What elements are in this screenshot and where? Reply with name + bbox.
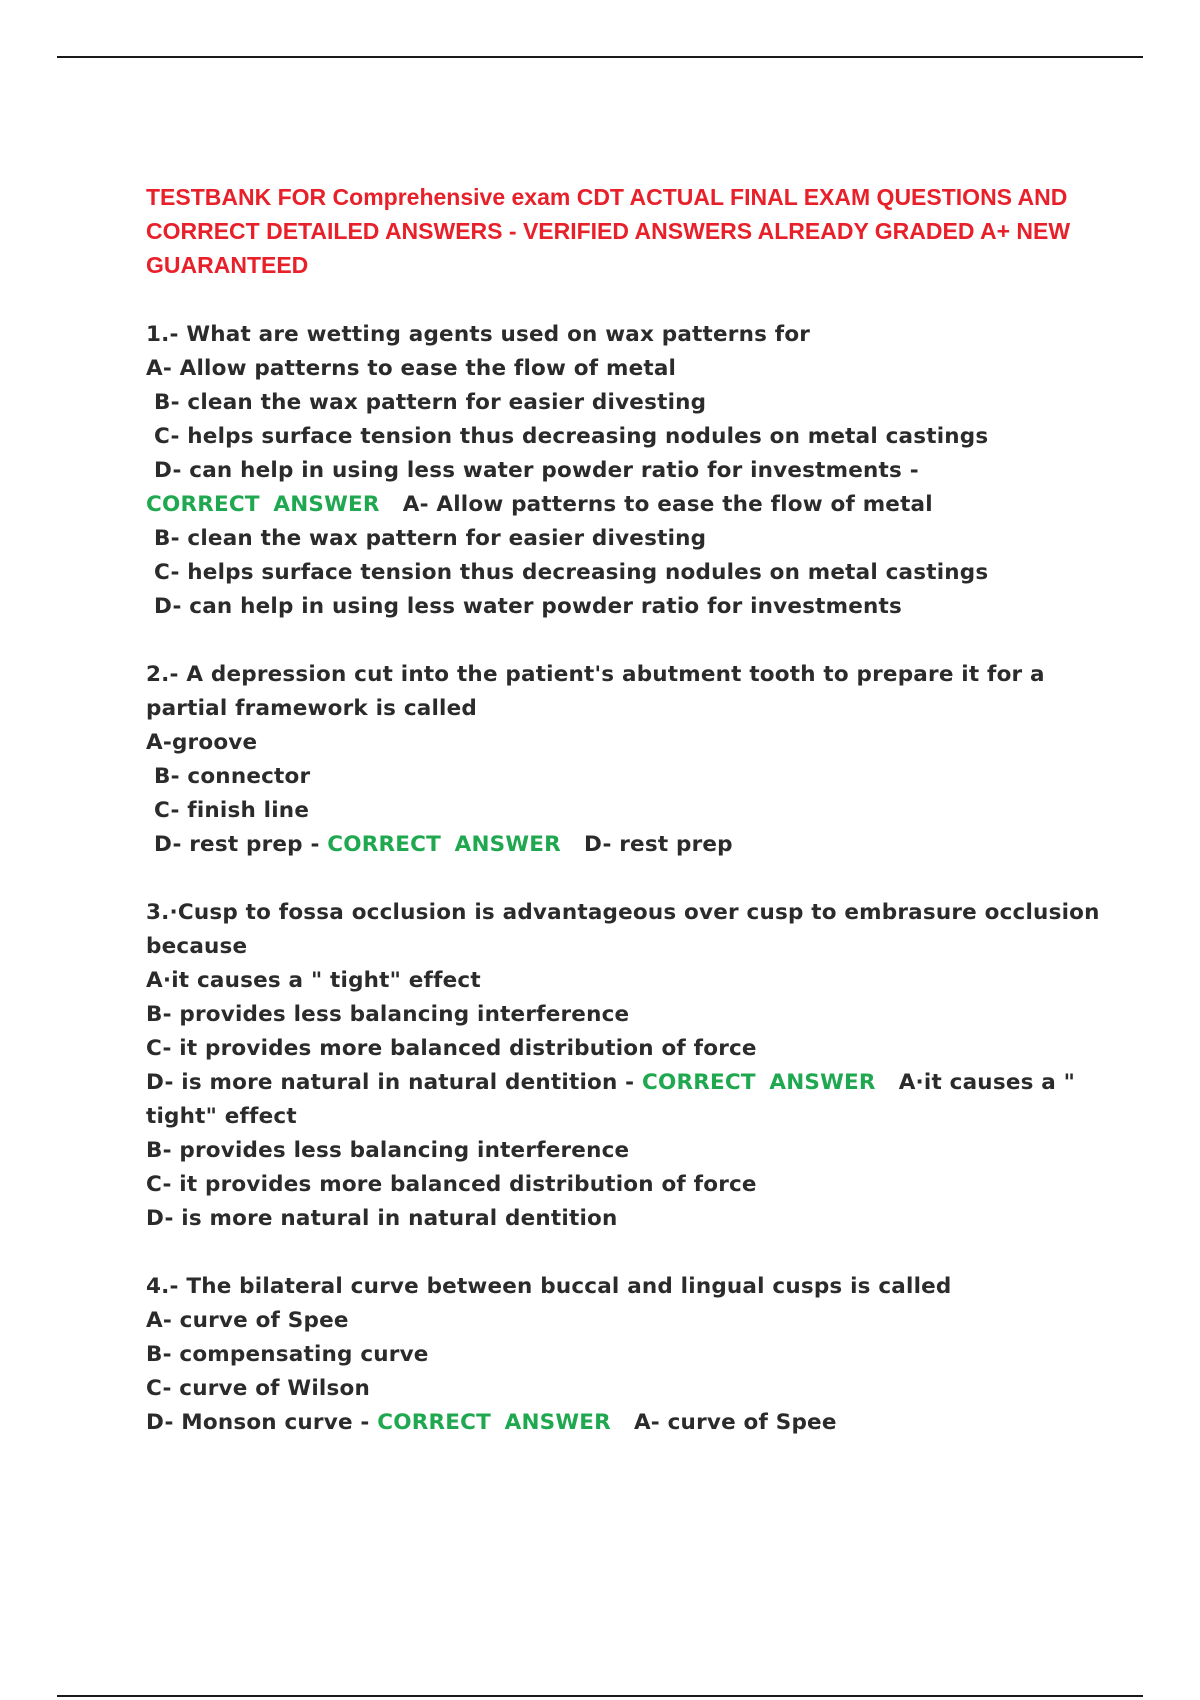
correct-answer-label: CORRECT ANSWER	[641, 1070, 876, 1095]
answer-option-b: B- provides less balancing interference	[146, 1138, 630, 1163]
question-block-2	[146, 658, 1106, 862]
answer-text: A- curve of Spee	[633, 1410, 837, 1435]
question-text: 2.- A depression cut into the patient's abutment tooth to prepare it for a partial framework is called	[146, 662, 1045, 721]
option-b: B- clean the wax pattern for easier divesting	[154, 390, 707, 415]
option-b: B- provides less balancing interference	[146, 1002, 630, 1027]
option-d: D- rest prep -	[154, 832, 320, 857]
answer-text: A- Allow patterns to ease the flow of metal	[402, 492, 933, 517]
option-d-with-answer	[146, 1406, 1106, 1440]
option-d-with-answer	[146, 828, 1106, 862]
option-c: C- finish line	[154, 798, 310, 823]
document-title: TESTBANK FOR Comprehensive exam CDT ACTUAL FINAL EXAM QUESTIONS AND CORRECT DETAILED ANSWERS - VERIFIED ANSWERS ALREADY GRADED A+ NEW GUARANTEED	[146, 184, 1071, 278]
question-block-4	[146, 1270, 1106, 1440]
answer-text: D- rest prep	[584, 832, 733, 857]
answer-option-d: D- can help in using less water powder ratio for investments	[154, 594, 903, 619]
option-c: C- helps surface tension thus decreasing nodules on metal castings	[154, 424, 989, 449]
document-body	[146, 180, 1106, 1474]
answer-line	[146, 488, 1106, 522]
answer-option-d: D- is more natural in natural dentition	[146, 1206, 618, 1231]
question-text: 3.·Cusp to fossa occlusion is advantageous over cusp to embrasure occlusion because	[146, 900, 1100, 959]
option-b: B- compensating curve	[146, 1342, 429, 1367]
bottom-rule	[57, 1695, 1143, 1697]
answer-option-b: B- clean the wax pattern for easier divesting	[154, 526, 707, 551]
answer-option-c: C- it provides more balanced distribution of force	[146, 1172, 757, 1197]
option-a: A-groove	[146, 730, 258, 755]
answer-option-c: C- helps surface tension thus decreasing nodules on metal castings	[154, 560, 989, 585]
question-block-3	[146, 896, 1106, 1236]
option-b: B- connector	[154, 764, 311, 789]
option-d-with-answer	[146, 1066, 1106, 1134]
answer-text: A·it causes a " tight" effect	[146, 1070, 1076, 1129]
option-a: A- curve of Spee	[146, 1308, 349, 1333]
top-rule	[57, 56, 1143, 58]
option-d: D- can help in using less water powder ratio for investments -	[154, 458, 919, 483]
option-c: C- it provides more balanced distribution of force	[146, 1036, 757, 1061]
option-c: C- curve of Wilson	[146, 1376, 370, 1401]
correct-answer-label: CORRECT ANSWER	[327, 832, 561, 857]
option-d: D- Monson curve -	[146, 1410, 370, 1435]
question-text: 4.- The bilateral curve between buccal and lingual cusps is called	[146, 1274, 952, 1299]
option-a: A·it causes a " tight" effect	[146, 968, 481, 993]
question-block-1	[146, 318, 1106, 624]
question-text: 1.- What are wetting agents used on wax patterns for	[146, 322, 811, 347]
option-d: D- is more natural in natural dentition -	[146, 1070, 635, 1095]
correct-answer-label: CORRECT ANSWER	[146, 492, 380, 517]
correct-answer-label: CORRECT ANSWER	[377, 1410, 611, 1435]
option-a: A- Allow patterns to ease the flow of metal	[146, 356, 677, 381]
